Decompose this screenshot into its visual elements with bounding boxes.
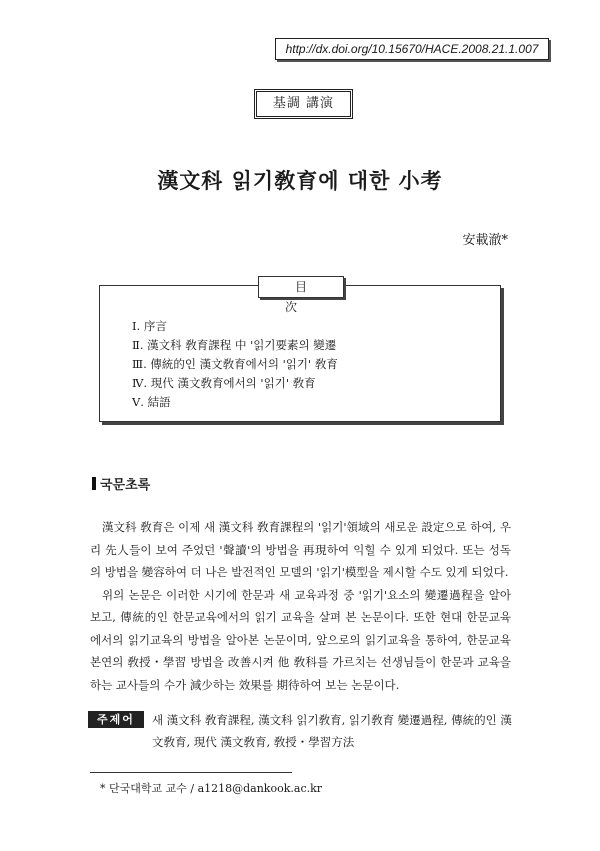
toc-item: Ⅲ. 傳統的인 漢文敎育에서의 '읽기' 敎育 xyxy=(132,357,338,371)
toc-list xyxy=(132,317,338,412)
author-name: 安載澈* xyxy=(462,233,508,248)
paper-title: 漢文科 읽기敎育에 대한 小考 xyxy=(157,168,443,193)
abstract-paragraph: 漢文科 敎育은 이제 새 漢文科 敎育課程의 '읽기'領域의 새로운 設定으로 하여, 우리 先人들이 보여 주었던 '聲讀'의 방법을 再現하여 익힐 수 있게 되었다. 또는 성독의 방법을 變容하여 더 나은 발전적인 모델의 '읽기'模型을 제시할 수도 있게 되었다. xyxy=(90,520,511,579)
toc-item: Ⅰ. 序言 xyxy=(132,319,167,333)
footnote: * 단국대학교 교수 / a1218@dankook.ac.kr xyxy=(100,782,323,795)
abstract-heading xyxy=(92,474,150,493)
toc-item: Ⅳ. 現代 漢文敎育에서의 '읽기' 敎育 xyxy=(132,376,316,390)
keywords-label: 주제어 xyxy=(88,711,144,728)
footnote-divider xyxy=(90,772,292,773)
abstract-body xyxy=(90,516,511,696)
abstract-heading-text: 국문초록 xyxy=(100,478,151,493)
section-label: 基調 講演 xyxy=(254,89,353,119)
toc-label: 目 次 xyxy=(258,276,344,298)
doi-link[interactable]: http://dx.doi.org/10.15670/HACE.2008.21.1.007 xyxy=(275,38,549,60)
heading-bar-icon xyxy=(92,477,96,490)
keywords-text: 새 漢文科 敎育課程, 漢文科 읽기敎育, 읽기敎育 變遷過程, 傳統的인 漢文敎育, 現代 漢文敎育, 敎授・學習方法 xyxy=(152,713,512,749)
toc-item: Ⅴ. 結語 xyxy=(132,395,171,409)
toc-item: Ⅱ. 漢文科 敎育課程 中 '읽기要素의 變遷 xyxy=(132,338,337,352)
abstract-paragraph: 위의 논문은 이러한 시기에 한문과 새 교육과정 중 '읽기'요소의 變遷過程을 알아보고, 傳統的인 한문교육에서의 읽기 교육을 살펴 본 논문이다. 또한 현대 한문교육에서의 읽기교육의 방법을 알아본 논문이며, 앞으로의 읽기교육을 통하여, 한문교육 본연의 敎授・學習 방법을 改善시켜 他 敎科를 가르치는 선생님들이 한문과 교육을 하는 교사들의 수가 減少하는 效果를 期待하여 보는 논문이다. xyxy=(90,587,511,692)
